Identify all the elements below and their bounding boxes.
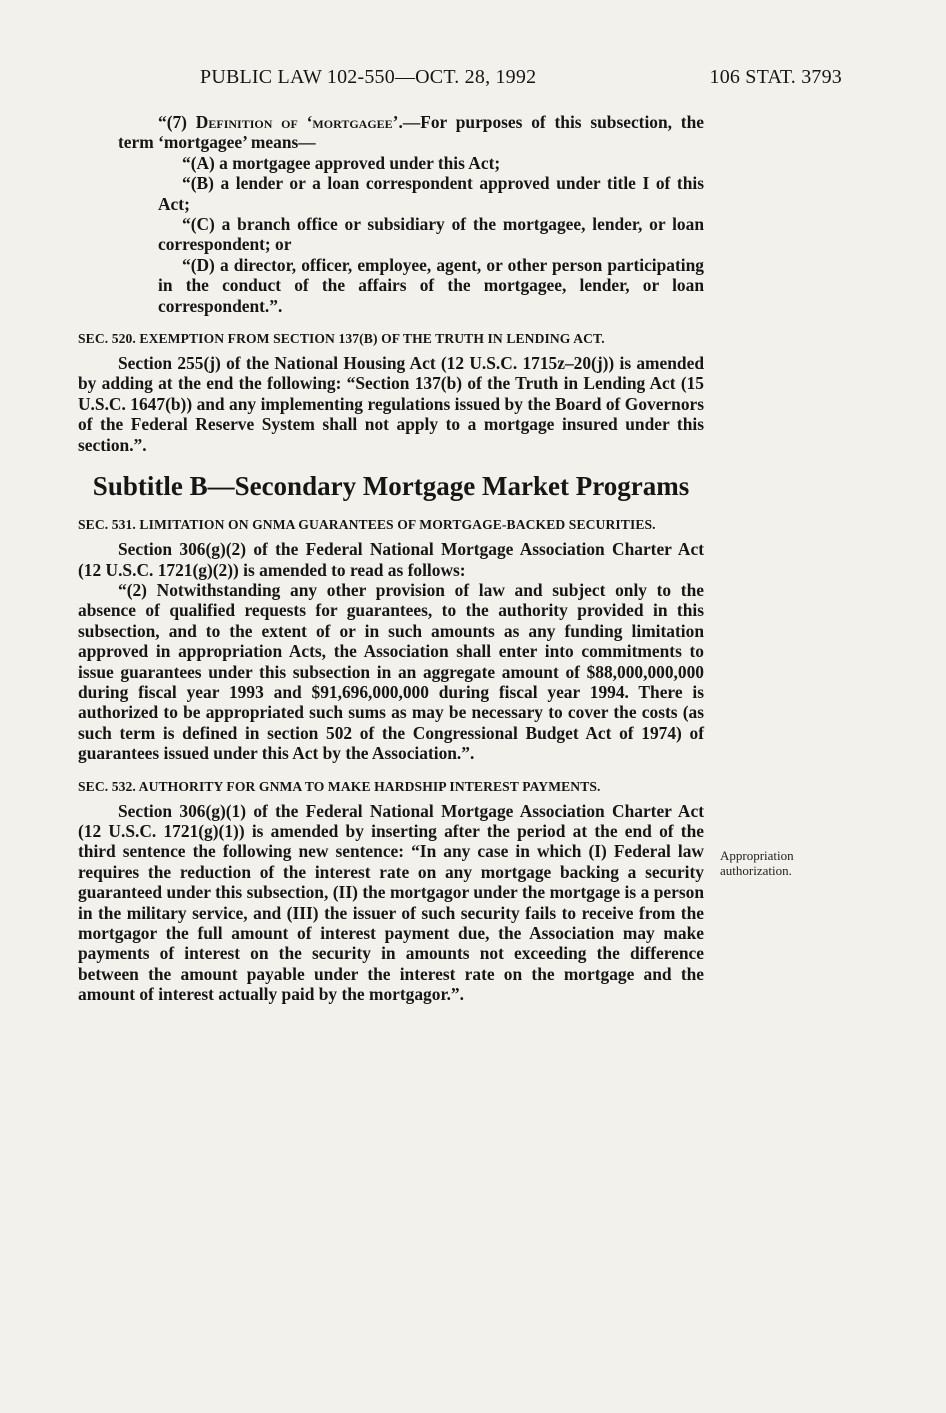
section-531-body: Section 306(g)(2) of the Federal National Mortgage Association Charter Act (12 U.S.C. 1721(g)(2)) is amended to read as follows:	[78, 539, 704, 580]
definition-item-c: “(C) a branch office or subsidiary of the mortgagee, lender, or loan correspondent; or	[158, 214, 704, 255]
section-520-body: Section 255(j) of the National Housing Act (12 U.S.C. 1715z–20(j)) is amended by adding at the end the following: “Section 137(b) of the Truth in Lending Act (15 U.S.C. 1647(b)) and any implementing regulations issued by the Board of Governors of the Federal Reserve System shall not apply to a mortgage insured under this section.”.	[78, 353, 704, 455]
body-text	[78, 112, 704, 1005]
running-head-title: PUBLIC LAW 102-550—OCT. 28, 1992	[200, 66, 537, 88]
section-532-body: Section 306(g)(1) of the Federal National Mortgage Association Charter Act (12 U.S.C. 1721(g)(1)) is amended by inserting after the period at the end of the third sentence the following new sentence: “In any case in which (I) Federal law requires the reduction of the interest rate on any mortgage backing a security guaranteed under this subsection, (II) the mortgagor under the mortgage is a person in the military service, and (III) the issuer of such security fails to receive from the mortgagor the full amount of interest payment due, the Association may make payments of interest on the security in amounts not exceeding the difference between the amount payable under the interest rate on the mortgage and the amount of interest actually paid by the mortgagor.”.	[78, 800, 704, 1005]
section-520-heading: SEC. 520. EXEMPTION FROM SECTION 137(B) OF THE TRUTH IN LENDING ACT.	[78, 331, 605, 347]
definition-item-d: “(D) a director, officer, employee, agent, or other person participating in the conduct of the affairs of the mortgagee, lender, or loan correspondent.”.	[158, 254, 704, 316]
definition-item-a: “(A) a mortgagee approved under this Act;	[182, 152, 501, 173]
marginal-note	[720, 848, 860, 878]
marginal-note-line2: authorization.	[720, 863, 792, 878]
running-head	[78, 66, 842, 94]
subtitle-heading: Subtitle B—Secondary Mortgage Market Programs	[92, 471, 690, 502]
section-532-heading: SEC. 532. AUTHORITY FOR GNMA TO MAKE HARDSHIP INTEREST PAYMENTS.	[78, 778, 601, 794]
marginal-note-line1: Appropriation	[720, 848, 794, 863]
stat-page-number: 106 STAT. 3793	[709, 66, 842, 88]
definition-intro-rest: —For purposes of this subsection, the term ‘mortgagee’ means—	[118, 112, 704, 153]
definition-intro	[78, 112, 704, 153]
definition-number: “(7)	[158, 112, 187, 132]
section-531-heading: SEC. 531. LIMITATION ON GNMA GUARANTEES OF MORTGAGE-BACKED SECURITIES.	[78, 517, 656, 533]
definition-item-b: “(B) a lender or a loan correspondent approved under title I of this Act;	[158, 173, 704, 214]
definition-term: Definition of ‘mortgagee’.	[195, 112, 403, 132]
section-531-quote: “(2) Notwithstanding any other provision of law and subject only to the absence of qualified requests for guarantees, to the authority provided in this subsection, and to the extent of or in such amounts as any funding limitation approved in appropriation Acts, the Association shall enter into commitments to issue guarantees under this subsection in an aggregate amount of $88,000,000,000 during fiscal year 1993 and $91,696,000,000 during fiscal year 1994. There is authorized to be appropriated such sums as may be necessary to cover the costs (as such term is defined in section 502 of the Congressional Budget Act of 1974) of guarantees issued under this Act by the Association.”.	[78, 579, 704, 764]
